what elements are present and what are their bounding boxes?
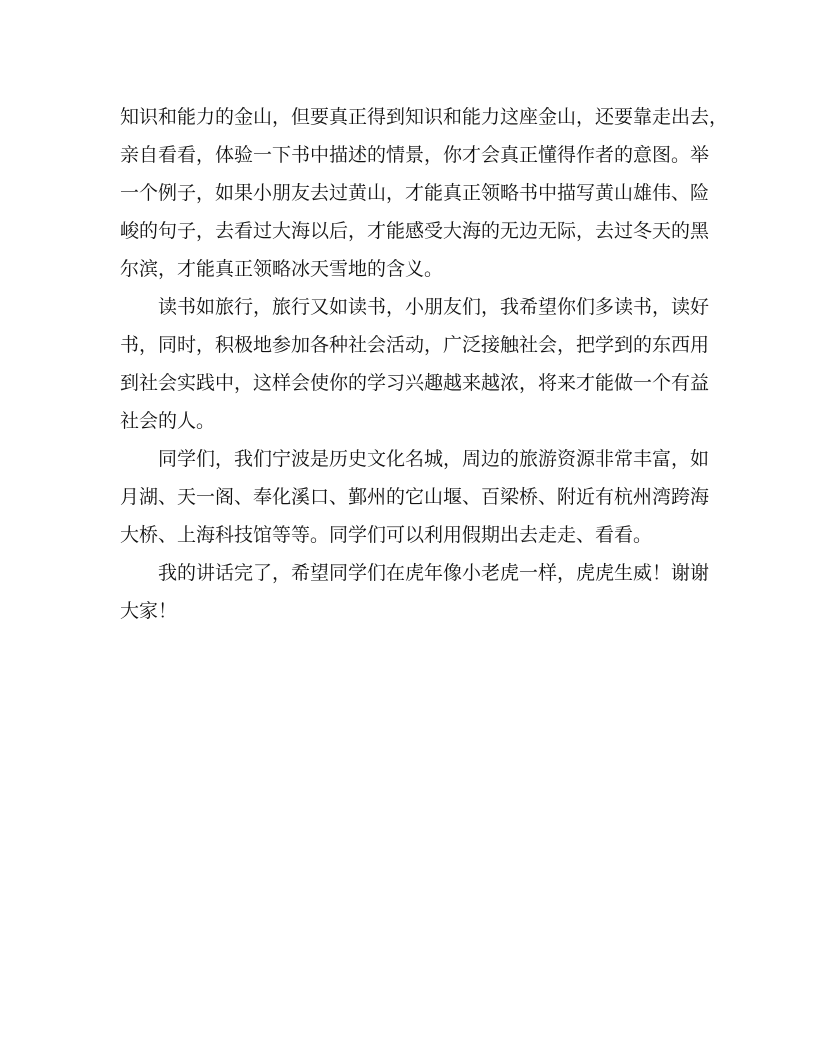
text-line: 尔滨，才能真正领略冰天雪地的含义。 bbox=[120, 258, 444, 280]
text-line: 读书如旅行，旅行又如读书，小朋友们，我希望你们多读书，读好 bbox=[158, 296, 710, 318]
text-line: 书，同时，积极地参加各种社会活动，广泛接触社会，把学到的东西用 bbox=[120, 334, 710, 356]
text-line: 一个例子，如果小朋友去过黄山，才能真正领略书中描写黄山雄伟、险 bbox=[120, 182, 710, 204]
text-line: 峻的句子，去看过大海以后，才能感受大海的无边无际，去过冬天的黑 bbox=[120, 220, 710, 242]
text-line: 我的讲话完了，希望同学们在虎年像小老虎一样，虎虎生威！谢谢 bbox=[158, 562, 710, 584]
paragraph-knowledge-travel bbox=[120, 98, 729, 288]
text-line: 大家！ bbox=[120, 600, 178, 622]
text-line: 月湖、天一阁、奉化溪口、鄞州的它山堰、百梁桥、附近有杭州湾跨海 bbox=[120, 486, 710, 508]
paragraph-ningbo-attractions bbox=[120, 440, 710, 554]
document-body bbox=[120, 98, 729, 630]
text-line: 社会的人。 bbox=[120, 410, 216, 432]
paragraph-closing bbox=[120, 554, 710, 630]
text-line: 同学们，我们宁波是历史文化名城，周边的旅游资源非常丰富，如 bbox=[158, 448, 710, 470]
text-line: 知识和能力的金山，但要真正得到知识和能力这座金山，还要靠走出去， bbox=[120, 106, 729, 128]
text-line: 亲自看看，体验一下书中描述的情景，你才会真正懂得作者的意图。举 bbox=[120, 144, 710, 166]
text-line: 大桥、上海科技馆等等。同学们可以利用假期出去走走、看看。 bbox=[120, 524, 653, 546]
paragraph-reading-like-travel bbox=[120, 288, 710, 440]
text-line: 到社会实践中，这样会使你的学习兴趣越来越浓，将来才能做一个有益 bbox=[120, 372, 710, 394]
